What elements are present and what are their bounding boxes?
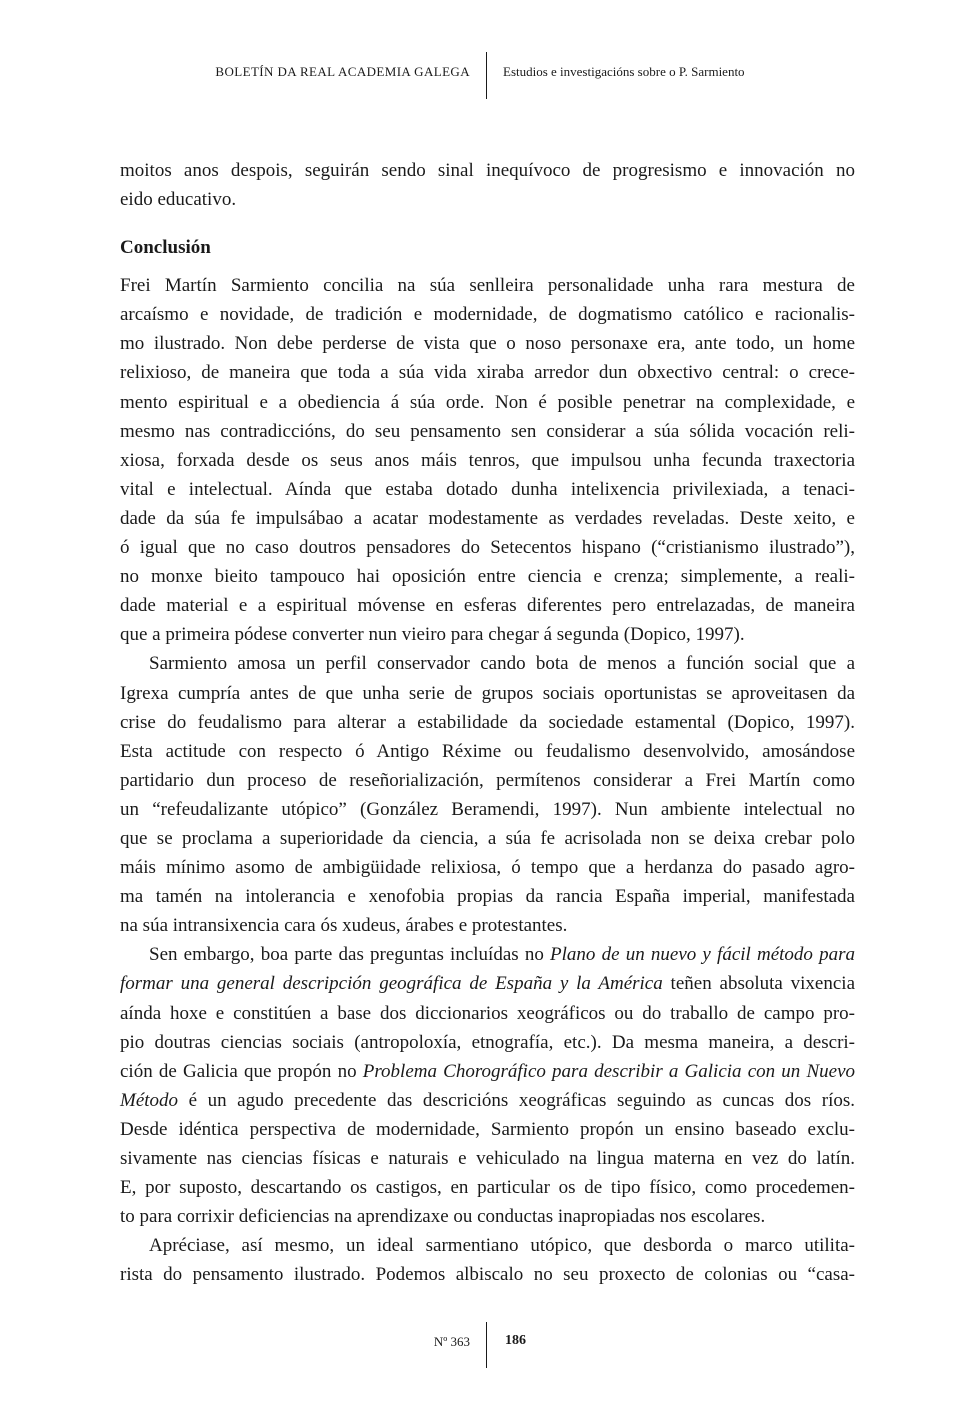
text-line: arcaísmo e novidade, de tradición e modernidade, de dogmatismo católico e racionalis- xyxy=(120,304,855,326)
journal-title: BOLETÍN DA REAL ACADEMIA GALEGA xyxy=(215,64,470,79)
section-heading: Conclusión xyxy=(120,237,211,259)
text-line: máis mínimo asomo de ambigüidade relixiosa, ó tempo que a herdanza do pasado agro- xyxy=(120,857,855,879)
paragraph-3 xyxy=(120,940,855,1231)
issue-number: Nº 363 xyxy=(433,1334,470,1349)
text-line: ó igual que no caso doutros pensadores do Setecentos hispano (“cristianismo ilustrado”), xyxy=(120,537,855,559)
text-run: Sen embargo, boa parte das preguntas incluídas no xyxy=(149,944,551,966)
paragraph-1 xyxy=(120,271,855,649)
page-number: 186 xyxy=(505,1333,526,1348)
text-line: E, por suposto, descartando os castigos, en particular os de tipo físico, como procedemen- xyxy=(120,1177,855,1199)
text-line: to para corrixir deficiencias na aprendizaxe ou conductas inapropiadas nos escolares. xyxy=(120,1206,766,1228)
body-text xyxy=(120,156,855,1289)
text-line: sivamente nas ciencias físicas e naturais e vehiculado na lingua materna en vez do latín. xyxy=(120,1148,855,1169)
work-title-italic: Problema Chorográfico para describir a Galicia con un Nuevo xyxy=(362,1060,855,1082)
text-line: relixioso, de maneira que toda a súa vida xiraba arredor dun obxectivo central: o crece- xyxy=(120,362,855,384)
text-line xyxy=(120,1086,855,1115)
text-line xyxy=(120,940,855,969)
text-run: teñen absoluta vixencia xyxy=(662,973,855,995)
running-header xyxy=(0,52,975,100)
text-line: Desde idéntica perspectiva de modernidade, Sarmiento propón un ensino baseado exclu- xyxy=(120,1118,855,1140)
text-line: Igrexa cumpría antes de que unha serie de grupos sociais oportunistas se aproveitasen da xyxy=(120,682,855,704)
footer-divider xyxy=(486,1322,487,1368)
text-line xyxy=(120,1057,855,1086)
header-divider xyxy=(486,52,487,99)
page-footer xyxy=(0,1322,975,1368)
work-title-italic: Método xyxy=(120,1089,179,1111)
text-line: mento espiritual e a obediencia á súa orde. Non é posible penetrar na complexidade, e xyxy=(120,391,855,413)
text-line: pio doutras ciencias sociais (antropoloxía, etnografía, etc.). Da mesma maneira, a descri- xyxy=(120,1031,855,1053)
work-title-italic: formar una general descripción geográfica de España y la América xyxy=(120,973,663,995)
text-run: é un agudo precedente das descricións xeográficas seguindo as cuncas dos ríos. xyxy=(178,1089,855,1111)
text-line: dade material e a espiritual móvense en esferas diferentes pero entrelazadas, de maneira xyxy=(120,595,855,617)
text-line: no monxe bieito tampouco hai oposición entre ciencia e crenza; simplemente, a reali- xyxy=(120,566,855,588)
text-line: vital e intelectual. Aínda que estaba dotado dunha intelixencia privilexiada, a tenaci- xyxy=(120,478,855,500)
text-line xyxy=(120,969,855,998)
text-line: crise do feudalismo para alterar a estabilidade da sociedade estamental (Dopico, 1997). xyxy=(120,711,855,733)
text-line: ma tamén na intolerancia e xenofobia propias da rancia España imperial, manifestada xyxy=(120,886,855,908)
section-title: Estudios e investigacións sobre o P. Sarmiento xyxy=(503,64,745,79)
text-line: na súa intransixencia cara ós xudeus, árabes e protestantes. xyxy=(120,915,568,937)
text-line: xiosa, forxada desde os seus anos máis tenros, que impulsou unha fecunda traxectoria xyxy=(120,449,855,471)
text-line: Frei Martín Sarmiento concilia na súa senlleira personalidade unha rara mestura de xyxy=(120,275,855,297)
text-line: mo ilustrado. Non debe perderse de vista que o noso personaxe era, ante todo, un home xyxy=(120,333,855,355)
text-run: ción de Galicia que propón no xyxy=(120,1060,363,1082)
text-line: que se proclama a superioridade da ciencia, a súa fe acrisolada non se deixa crebar polo xyxy=(120,827,855,849)
text-line: partidario dun proceso de reseñorialización, permítenos considerar a Frei Martín como xyxy=(120,769,855,791)
text-line: dade da súa fe impulsábao a acatar modestamente as verdades reveladas. Deste xeito, e xyxy=(120,507,855,529)
text-line: Esta actitude con respecto ó Antigo Réxime ou feudalismo desenvolvido, amosándose xyxy=(120,740,855,762)
text-line: rista do pensamento ilustrado. Podemos albiscalo no seu proxecto de colonias ou “casa- xyxy=(120,1264,855,1286)
text-line: un “refeudalizante utópico” (González Beramendi, 1997). Nun ambiente intelectual no xyxy=(120,798,855,820)
text-line: moitos anos despois, seguirán sendo sinal inequívoco de progresismo e innovación no xyxy=(120,160,855,181)
text-line: mesmo nas contradiccións, do seu pensamento sen considerar a súa sólida vocación reli- xyxy=(120,420,855,442)
paragraph-4 xyxy=(120,1231,855,1289)
text-line: Sarmiento amosa un perfil conservador cando bota de menos a función social que a xyxy=(149,653,855,675)
text-line: aínda hoxe e constitúen a base dos diccionarios xeográficos ou do traballo de campo pro- xyxy=(120,1002,855,1024)
work-title-italic: Plano de un nuevo y fácil método para xyxy=(550,944,856,966)
continued-paragraph xyxy=(120,156,855,214)
text-line: Apréciase, así mesmo, un ideal sarmentiano utópico, que desborda o marco utilita- xyxy=(149,1235,855,1257)
text-line: eido educativo. xyxy=(120,189,237,211)
paragraph-2 xyxy=(120,649,855,940)
text-line: que a primeira pódese converter nun vieiro para chegar á segunda (Dopico, 1997). xyxy=(120,624,745,646)
